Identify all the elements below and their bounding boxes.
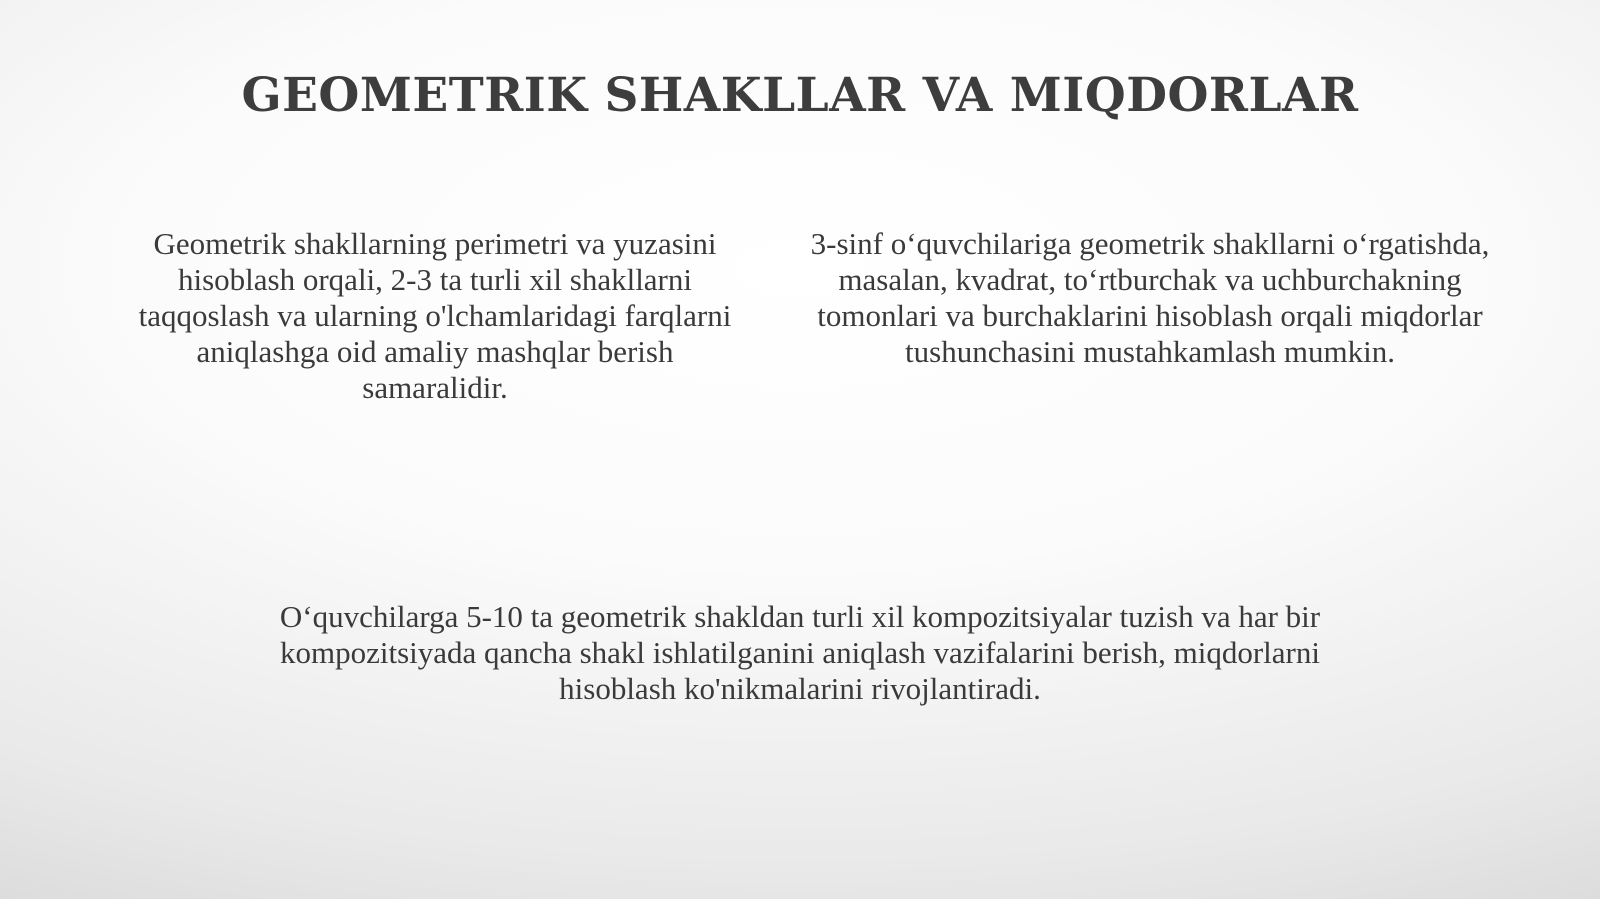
slide-title: GEOMETRIK SHAKLLAR VA MIQDORLAR — [241, 68, 1359, 123]
paragraph-right: 3-sinf o‘quvchilariga geometrik shakllarni o‘rgatishda, masalan, kvadrat, to‘rtburchak va uchburchakning tomonlari va burchaklarini hisoblash orqali miqdorlar tushunchasini mustahkamlash mumkin. — [810, 226, 1490, 369]
paragraph-bottom: O‘quvchilarga 5-10 ta geometrik shakldan turli xil kompozitsiyalar tuzish va har bir kompozitsiyada qancha shakl ishlatilganini aniqlash vazifalarini berish, miqdorlarni hisoblash ko'nikmalarini rivojlantiradi. — [279, 599, 1321, 706]
paragraph-left: Geometrik shakllarning perimetri va yuzasini hisoblash orqali, 2-3 ta turli xil shakllarni taqqoslash va ularning o'lchamlaridagi farqlarni aniqlashga oid amaliy mashqlar berish samaralidir. — [138, 226, 732, 405]
